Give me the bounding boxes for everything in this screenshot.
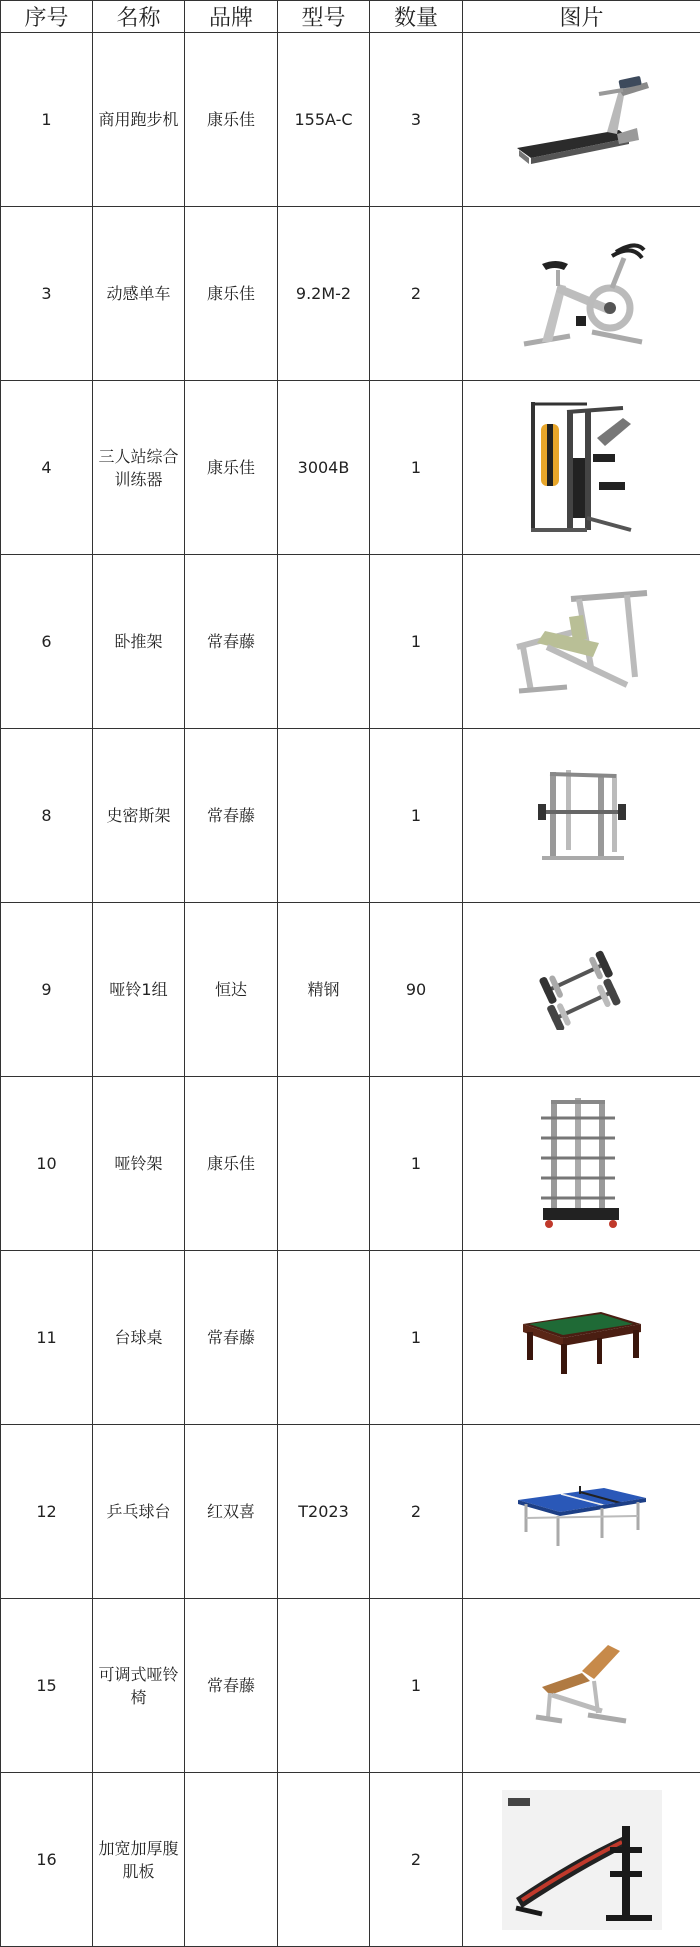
treadmill-icon — [507, 60, 657, 180]
cell-qty: 1 — [370, 1599, 463, 1773]
cell-qty: 1 — [370, 729, 463, 903]
cell-model: 155A-C — [278, 33, 370, 207]
table-row — [1, 1773, 700, 1947]
cell-no: 10 — [1, 1077, 93, 1251]
cell-qty: 2 — [370, 207, 463, 381]
header-name: 名称 — [93, 1, 185, 33]
cell-brand: 康乐佳 — [185, 33, 278, 207]
bench-press-rack-icon — [507, 587, 657, 697]
cell-image — [463, 1599, 700, 1773]
cell-name: 三人站综合训练器 — [93, 381, 185, 555]
cell-brand: 康乐佳 — [185, 207, 278, 381]
cell-model: T2023 — [278, 1425, 370, 1599]
cell-qty: 1 — [370, 555, 463, 729]
cell-model: 3004B — [278, 381, 370, 555]
table-row — [1, 903, 700, 1077]
cell-image — [463, 903, 700, 1077]
spin-bike-icon — [512, 224, 652, 364]
cell-model — [278, 1599, 370, 1773]
table-row — [1, 555, 700, 729]
ping-pong-table-icon — [512, 1472, 652, 1552]
cell-model — [278, 555, 370, 729]
cell-image — [463, 1773, 700, 1947]
cell-name: 乒乓球台 — [93, 1425, 185, 1599]
cell-qty: 2 — [370, 1773, 463, 1947]
header-brand: 品牌 — [185, 1, 278, 33]
cell-no: 9 — [1, 903, 93, 1077]
header-model: 型号 — [278, 1, 370, 33]
cell-model — [278, 1251, 370, 1425]
header-row — [1, 1, 700, 33]
cell-no: 16 — [1, 1773, 93, 1947]
cell-name: 台球桌 — [93, 1251, 185, 1425]
cell-no: 6 — [1, 555, 93, 729]
table-row — [1, 1077, 700, 1251]
table-row — [1, 1251, 700, 1425]
cell-brand — [185, 1773, 278, 1947]
table-row — [1, 207, 700, 381]
dumbbells-icon — [537, 950, 627, 1030]
cell-image — [463, 729, 700, 903]
cell-name: 加宽加厚腹肌板 — [93, 1773, 185, 1947]
cell-image — [463, 1251, 700, 1425]
cell-model: 精钢 — [278, 903, 370, 1077]
cell-name: 史密斯架 — [93, 729, 185, 903]
cell-brand: 康乐佳 — [185, 1077, 278, 1251]
cell-image — [463, 1425, 700, 1599]
adjustable-bench-icon — [532, 1641, 632, 1731]
cell-no: 4 — [1, 381, 93, 555]
cell-qty: 1 — [370, 1251, 463, 1425]
ab-board-icon — [502, 1790, 662, 1930]
cell-no: 1 — [1, 33, 93, 207]
cell-name: 卧推架 — [93, 555, 185, 729]
cell-brand: 常春藤 — [185, 729, 278, 903]
cell-brand: 康乐佳 — [185, 381, 278, 555]
smith-machine-icon — [532, 766, 632, 866]
cell-qty: 2 — [370, 1425, 463, 1599]
table-row — [1, 1425, 700, 1599]
cell-name: 哑铃架 — [93, 1077, 185, 1251]
multi-station-gym-icon — [527, 398, 637, 538]
cell-no: 8 — [1, 729, 93, 903]
header-qty: 数量 — [370, 1, 463, 33]
cell-qty: 3 — [370, 33, 463, 207]
dumbbell-rack-icon — [537, 1094, 627, 1234]
table-row — [1, 1599, 700, 1773]
cell-no: 11 — [1, 1251, 93, 1425]
table-row — [1, 33, 700, 207]
cell-name: 商用跑步机 — [93, 33, 185, 207]
cell-model — [278, 1773, 370, 1947]
cell-brand: 常春藤 — [185, 1599, 278, 1773]
table-row — [1, 381, 700, 555]
cell-image — [463, 1077, 700, 1251]
cell-name: 哑铃1组 — [93, 903, 185, 1077]
header-no: 序号 — [1, 1, 93, 33]
cell-image — [463, 381, 700, 555]
cell-image — [463, 207, 700, 381]
cell-no: 3 — [1, 207, 93, 381]
cell-image — [463, 33, 700, 207]
cell-name: 可调式哑铃椅 — [93, 1599, 185, 1773]
table-row — [1, 729, 700, 903]
cell-qty: 1 — [370, 1077, 463, 1251]
cell-name: 动感单车 — [93, 207, 185, 381]
cell-no: 15 — [1, 1599, 93, 1773]
billiard-table-icon — [517, 1298, 647, 1378]
cell-no: 12 — [1, 1425, 93, 1599]
cell-brand: 常春藤 — [185, 1251, 278, 1425]
cell-qty: 1 — [370, 381, 463, 555]
cell-model — [278, 1077, 370, 1251]
cell-brand: 常春藤 — [185, 555, 278, 729]
cell-brand: 红双喜 — [185, 1425, 278, 1599]
cell-model — [278, 729, 370, 903]
header-image: 图片 — [463, 1, 700, 33]
cell-model: 9.2M-2 — [278, 207, 370, 381]
cell-qty: 90 — [370, 903, 463, 1077]
cell-brand: 恒达 — [185, 903, 278, 1077]
cell-image — [463, 555, 700, 729]
